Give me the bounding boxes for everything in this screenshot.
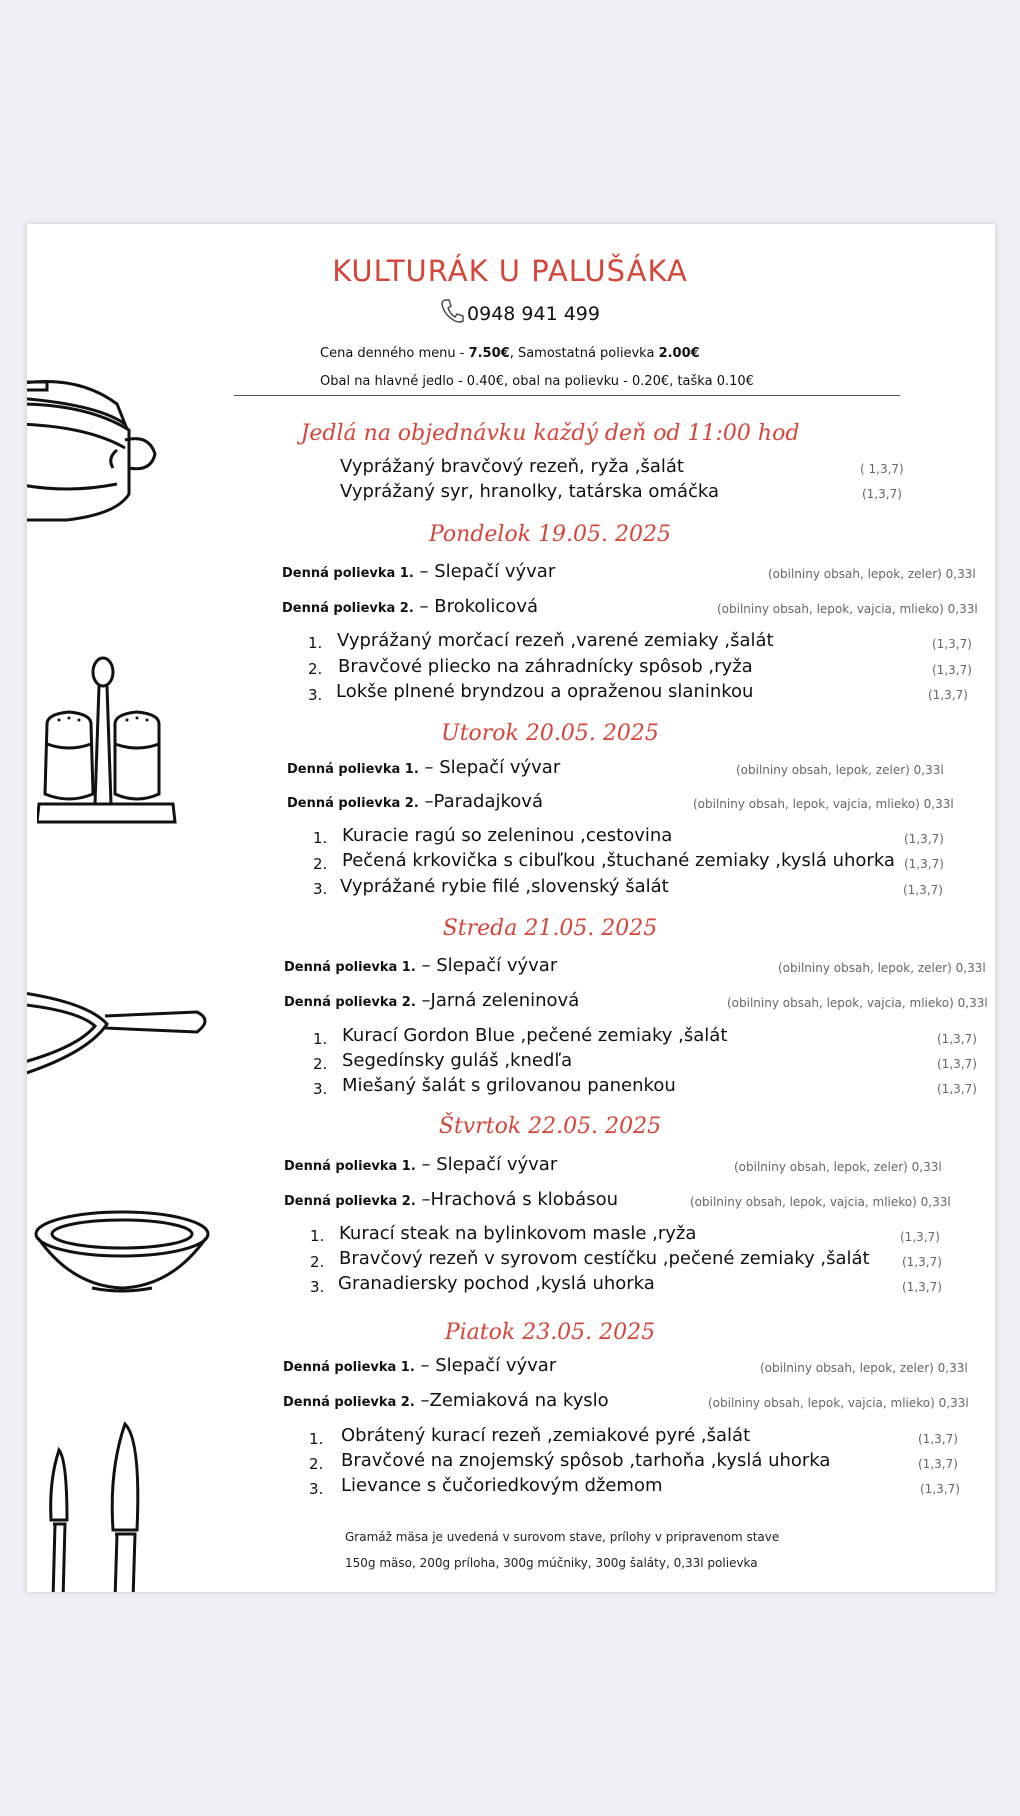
main-allergens: (1,3,7) <box>918 1432 958 1446</box>
phone-icon <box>440 298 464 324</box>
soup-row <box>287 757 560 778</box>
main-number: 1. <box>308 634 323 652</box>
soup-allergens: (obilniny obsah, lepok, zeler) 0,33l <box>734 1160 942 1174</box>
order-heading: Jedlá na objednávku každý deň od 11:00 hod <box>300 421 800 446</box>
soup-allergens: (obilniny obsah, lepok, vajcia, mlieko) 0,33l <box>717 602 978 616</box>
main-dish: Obrátený kurací rezeň ,zemiakové pyré ,šalát <box>341 1425 751 1446</box>
main-allergens: (1,3,7) <box>900 1230 940 1244</box>
menu-price: 7.50€ <box>468 346 510 361</box>
main-number: 2. <box>313 855 328 873</box>
main-allergens: (1,3,7) <box>937 1032 977 1046</box>
menu-price-label: Cena denného menu - <box>320 346 469 361</box>
main-allergens: (1,3,7) <box>932 663 972 677</box>
soup-row <box>282 561 555 582</box>
main-number: 3. <box>313 880 328 898</box>
soup-row <box>284 955 557 976</box>
pot-icon <box>27 364 167 534</box>
soup-allergens: (obilniny obsah, lepok, vajcia, mlieko) 0,33l <box>727 996 988 1010</box>
main-number: 3. <box>308 686 323 704</box>
soup-row <box>287 791 543 812</box>
main-dish: Lokše plnené bryndzou a opraženou slaninkou <box>336 681 754 702</box>
soup-label: Denná polievka 1. <box>282 566 414 581</box>
soup-row <box>284 1154 557 1175</box>
main-dish: Bravčový rezeň v syrovom cestíčku ,pečené zemiaky ,šalát <box>339 1248 870 1269</box>
order-item-allergens: (1,3,7) <box>862 487 902 501</box>
soup-allergens: (obilniny obsah, lepok, zeler) 0,33l <box>760 1361 968 1375</box>
soup-price: 2.00€ <box>658 346 700 361</box>
soup-separator: – <box>418 791 434 812</box>
bowl-icon <box>32 1204 212 1294</box>
soup-name: Hrachová s klobásou <box>430 1189 619 1210</box>
soup-row <box>284 1189 618 1210</box>
soup-allergens: (obilniny obsah, lepok, vajcia, mlieko) 0,33l <box>690 1195 951 1209</box>
soup-allergens: (obilniny obsah, lepok, zeler) 0,33l <box>768 567 976 581</box>
soup-name: Jarná zeleninová <box>430 990 580 1011</box>
soup-separator: – <box>413 596 435 617</box>
main-dish: Segedínsky guláš ,knedľa <box>342 1050 573 1071</box>
main-dish: Pečená krkovička s cibuľkou ,štuchané zemiaky ,kyslá uhorka <box>342 850 895 871</box>
main-number: 1. <box>309 1430 324 1448</box>
main-allergens: (1,3,7) <box>902 1280 942 1294</box>
order-item-allergens: ( 1,3,7) <box>860 462 904 476</box>
main-dish: Vyprážané rybie filé ,slovenský šalát <box>340 876 669 897</box>
soup-name: Slepačí vývar <box>436 1154 558 1175</box>
phone-row <box>0 298 1020 325</box>
soup-separator: – <box>418 757 440 778</box>
main-dish: Bravčové na znojemský spôsob ,tarhoňa ,kyslá uhorka <box>341 1450 831 1471</box>
soup-label: Denná polievka 1. <box>283 1360 415 1375</box>
soup-label: Denná polievka 2. <box>284 995 416 1010</box>
day-heading: Pondelok 19.05. 2025 <box>429 522 671 547</box>
phone-number: 0948 941 499 <box>467 303 600 325</box>
main-allergens: (1,3,7) <box>920 1482 960 1496</box>
main-dish: Granadiersky pochod ,kyslá uhorka <box>338 1273 655 1294</box>
main-allergens: (1,3,7) <box>904 857 944 871</box>
soup-label: Denná polievka 2. <box>284 1194 416 1209</box>
soup-separator: – <box>414 1390 430 1411</box>
main-dish: Kurací Gordon Blue ,pečené zemiaky ,šalát <box>342 1025 728 1046</box>
main-allergens: (1,3,7) <box>937 1082 977 1096</box>
soup-row <box>283 1390 609 1411</box>
soup-separator: – <box>413 561 435 582</box>
main-dish: Lievance s čučoriedkovým džemom <box>341 1475 663 1496</box>
soup-allergens: (obilniny obsah, lepok, vajcia, mlieko) 0,33l <box>708 1396 969 1410</box>
soup-label: Denná polievka 1. <box>284 1159 416 1174</box>
soup-allergens: (obilniny obsah, lepok, zeler) 0,33l <box>778 961 986 975</box>
soup-separator: – <box>415 1189 431 1210</box>
main-number: 1. <box>313 1030 328 1048</box>
main-allergens: (1,3,7) <box>902 1255 942 1269</box>
main-allergens: (1,3,7) <box>937 1057 977 1071</box>
main-number: 3. <box>313 1080 328 1098</box>
main-number: 1. <box>313 829 328 847</box>
main-number: 2. <box>309 1455 324 1473</box>
footer-portions: 150g mäso, 200g príloha, 300g múčniky, 300g šaláty, 0,33l polievka <box>345 1556 758 1570</box>
order-item: Vyprážaný bravčový rezeň, ryža ,šalát <box>340 456 684 477</box>
main-number: 1. <box>310 1227 325 1245</box>
frying-pan-icon <box>27 984 217 1094</box>
soup-name: Slepačí vývar <box>434 561 556 582</box>
soup-name: Zemiaková na kyslo <box>429 1390 609 1411</box>
soup-name: Brokolicová <box>434 596 539 617</box>
main-allergens: (1,3,7) <box>928 688 968 702</box>
soup-name: Paradajková <box>433 791 543 812</box>
footer-note: Gramáž mäsa je uvedená v surovom stave, prílohy v pripravenom stave <box>345 1530 780 1544</box>
main-allergens: (1,3,7) <box>918 1457 958 1471</box>
soup-label: Denná polievka 1. <box>287 762 419 777</box>
soup-label: Denná polievka 2. <box>287 796 419 811</box>
price-line <box>320 346 700 361</box>
soup-label: Denná polievka 2. <box>282 601 414 616</box>
main-dish: Vyprážaný morčací rezeň ,varené zemiaky ,šalát <box>337 630 774 651</box>
soup-separator: – <box>414 1355 436 1376</box>
soup-name: Slepačí vývar <box>436 955 558 976</box>
main-number: 2. <box>313 1055 328 1073</box>
main-number: 2. <box>310 1253 325 1271</box>
restaurant-name: KULTURÁK U PALUŠÁKA <box>332 254 688 288</box>
soup-name: Slepačí vývar <box>435 1355 557 1376</box>
order-item: Vyprážaný syr, hranolky, tatárska omáčka <box>340 481 720 502</box>
main-number: 2. <box>308 660 323 678</box>
soup-separator: – <box>415 1154 437 1175</box>
soup-row <box>283 1355 556 1376</box>
day-heading: Piatok 23.05. 2025 <box>444 1320 656 1345</box>
divider <box>234 395 900 396</box>
day-heading: Utorok 20.05. 2025 <box>441 721 659 746</box>
soup-name: Slepačí vývar <box>439 757 561 778</box>
main-allergens: (1,3,7) <box>904 832 944 846</box>
soup-separator: – <box>415 990 431 1011</box>
soup-price-label: , Samostatná polievka <box>509 346 659 361</box>
packaging-line: Obal na hlavné jedlo - 0.40€, obal na polievku - 0.20€, taška 0.10€ <box>320 374 754 389</box>
main-number: 3. <box>310 1278 325 1296</box>
soup-row <box>284 990 579 1011</box>
main-allergens: (1,3,7) <box>932 637 972 651</box>
main-dish: Miešaný šalát s grilovanou panenkou <box>342 1075 676 1096</box>
main-dish: Kuracie ragú so zeleninou ,cestovina <box>342 825 673 846</box>
main-dish: Kurací steak na bylinkovom masle ,ryža <box>339 1223 697 1244</box>
main-number: 3. <box>309 1480 324 1498</box>
soup-label: Denná polievka 2. <box>283 1395 415 1410</box>
day-heading: Streda 21.05. 2025 <box>442 916 658 941</box>
main-allergens: (1,3,7) <box>903 883 943 897</box>
knives-icon <box>37 1420 157 1592</box>
soup-separator: – <box>415 955 437 976</box>
soup-allergens: (obilniny obsah, lepok, zeler) 0,33l <box>736 763 944 777</box>
soup-label: Denná polievka 1. <box>284 960 416 975</box>
day-heading: Štvrtok 22.05. 2025 <box>438 1114 662 1139</box>
main-dish: Bravčové pliecko na záhradnícky spôsob ,ryža <box>338 656 753 677</box>
soup-row <box>282 596 538 617</box>
soup-allergens: (obilniny obsah, lepok, vajcia, mlieko) 0,33l <box>693 797 954 811</box>
